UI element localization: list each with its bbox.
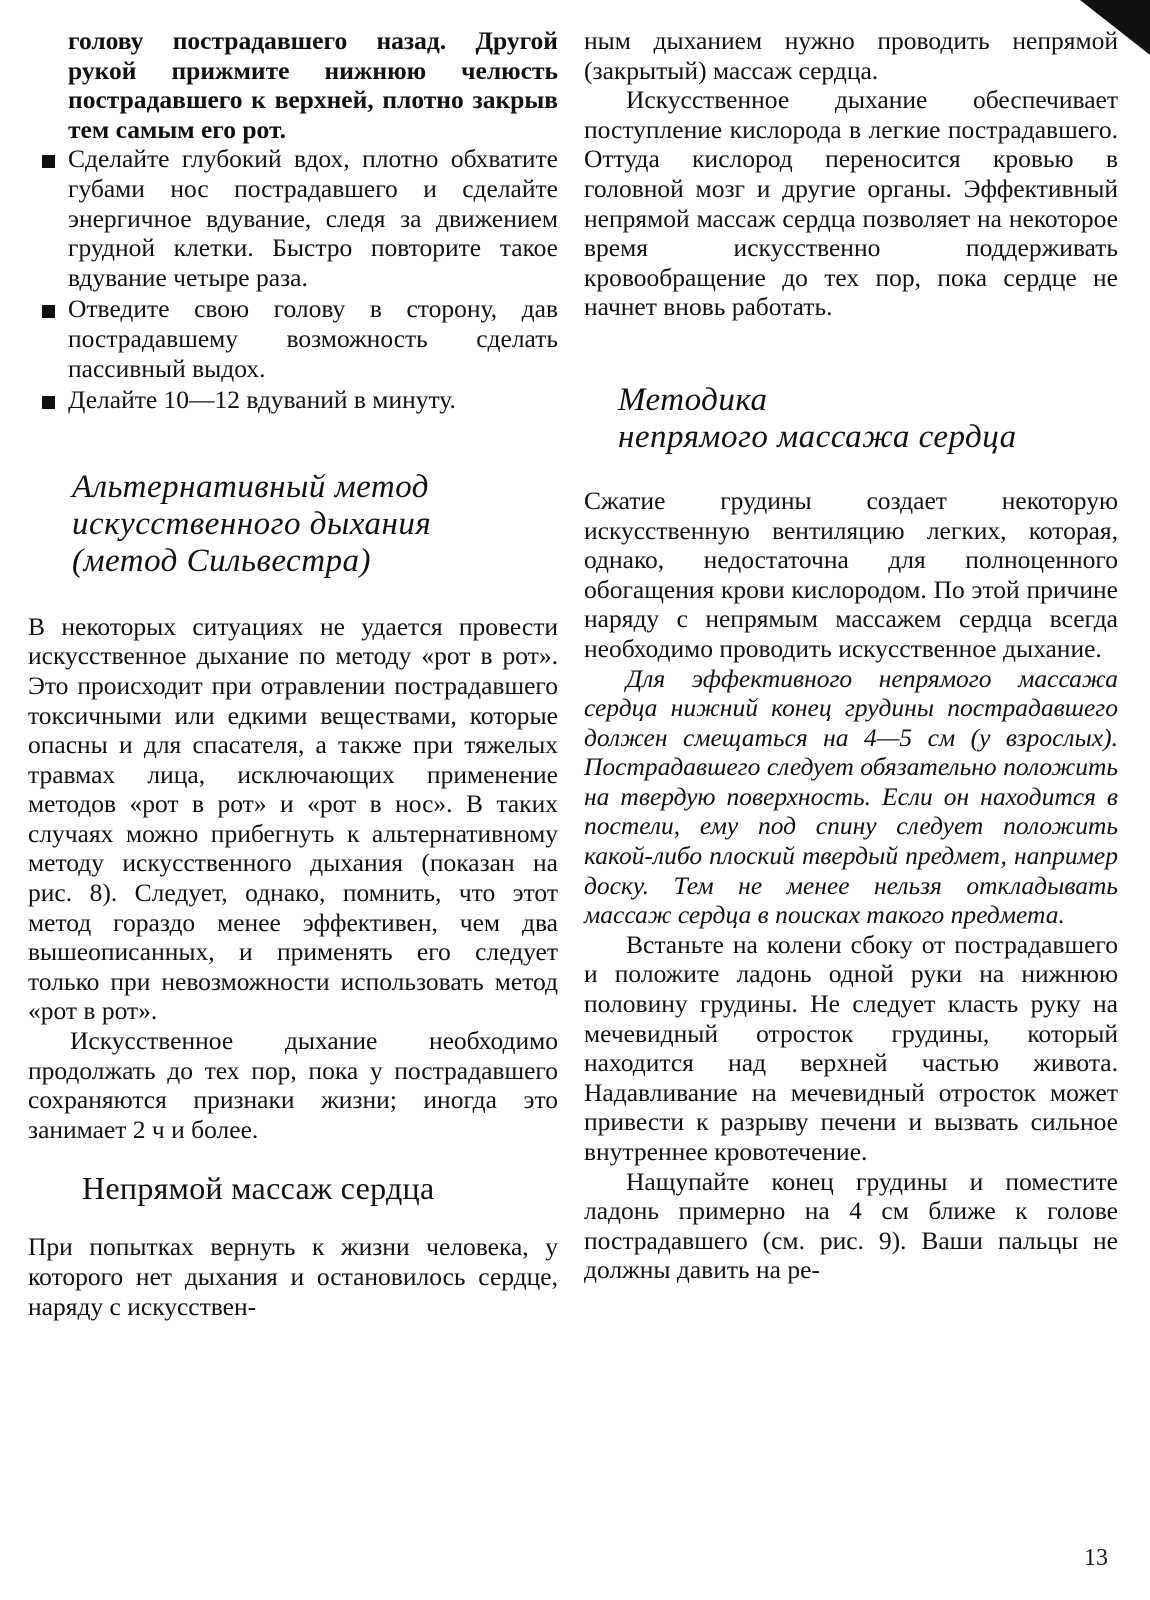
- intro-paragraph: голову пострадавшего назад. Другой рукой прижмите нижнюю челюсть пострадавшего к верхней, плотно закрыв тем самым его рот.: [68, 26, 558, 144]
- kneel-paragraph: Встаньте на колени сбоку от пострадавшего и положите ладонь одной руки на нижнюю половину грудины. Не следует класть руку на мечевидный отросток грудины, который находится над верхней частью живота. Надавливание на мечевидный отросток может привести к разрыву печени и вызвать сильное внутреннее кровотечение.: [584, 929, 1118, 1166]
- compression-paragraph: Сжатие грудины создает некоторую искусственную вентиляцию легких, которая, однако, недостаточна для полноценного обогащения крови кислородом. По этой причине наряду с непрямым массажем сердца всегда необходимо проводить искусственное дыхание.: [584, 485, 1118, 663]
- oxygen-paragraph: Искусственное дыхание обеспечивает поступление кислорода в легкие пострадавшего. Оттуда кислород переносится кровью в головной мозг и другие органы. Эффективный непрямой массаж сердца позволяет на некоторое время искусственно поддерживать кровообращение до тех пор, пока сердце не начнет вновь работать.: [584, 85, 1118, 322]
- page-number: 13: [1084, 1545, 1108, 1571]
- bullet-icon: [42, 396, 55, 409]
- section-heading-alternative-method: Альтернативный метод искусственного дыхания (метод Сильвестра): [72, 468, 432, 579]
- italic-instructions-paragraph: Для эффективного непрямого массажа сердца нижний конец грудины пострадавшего должен смещаться на 4—5 см (у взрослых). Пострадавшего следует обязательно положить на твердую поверхность. Если он находится в постели, ему под спину следует положить какой-либо плоский твердый предмет, например доску. Тем не менее нельзя откладывать массаж сердца в поисках такого предмета.: [584, 663, 1118, 930]
- instruction-list: [28, 144, 558, 414]
- heart-massage-intro-paragraph: При попытках вернуть к жизни человека, у которого нет дыхания и остановилось сердце, наряду с искусствен-: [28, 1232, 558, 1321]
- continued-paragraph: ным дыханием нужно проводить непрямой (закрытый) массаж сердца.: [584, 26, 1118, 85]
- list-item: [28, 385, 558, 415]
- section-heading-massage-method: Методика непрямого массажа сердца: [618, 381, 1017, 455]
- continue-breathing-paragraph: Искусственное дыхание необходимо продолжать до тех пор, пока у пострадавшего сохраняются признаки жизни; иногда это занимает 2 ч и более.: [28, 1026, 558, 1144]
- right-column: [584, 26, 1118, 1285]
- section-heading-heart-massage: Непрямой массаж сердца: [82, 1170, 435, 1207]
- list-item: [28, 144, 558, 292]
- bullet-icon: [42, 155, 55, 168]
- list-item-text: Отведите свою голову в сторону, дав пострадавшему возможность сделать пассивный выдох.: [68, 294, 558, 383]
- list-item: [28, 294, 558, 383]
- bullet-icon: [42, 305, 55, 318]
- list-item-text: Делайте 10—12 вдуваний в минуту.: [68, 385, 456, 415]
- palm-placement-paragraph: Нащупайте конец грудины и поместите ладонь примерно на 4 см ближе к голове пострадавшего (см. рис. 9). Ваши пальцы не должны давить на ре-: [584, 1166, 1118, 1285]
- alternative-method-paragraph: В некоторых ситуациях не удается провести искусственное дыхание по методу «рот в рот». Это происходит при отравлении пострадавшего токсичными или едкими веществами, которые опасны и для спасателя, а также при тяжелых травмах лица, исключающих применение методов «рот в рот» и «рот в нос». В таких случаях можно прибегнуть к альтернативному методу искусственного дыхания (показан на рис. 8). Следует, однако, помнить, что этот метод гораздо менее эффективен, чем два вышеописанных, и применять его следует только при невозможности использовать метод «рот в рот».: [28, 611, 558, 1026]
- list-item-text: Сделайте глубокий вдох, плотно обхватите губами нос пострадавшего и сделайте энергичное вдувание, следя за движением грудной клетки. Быстро повторите такое вдувание четыре раза.: [68, 144, 558, 292]
- left-column: [28, 26, 558, 1321]
